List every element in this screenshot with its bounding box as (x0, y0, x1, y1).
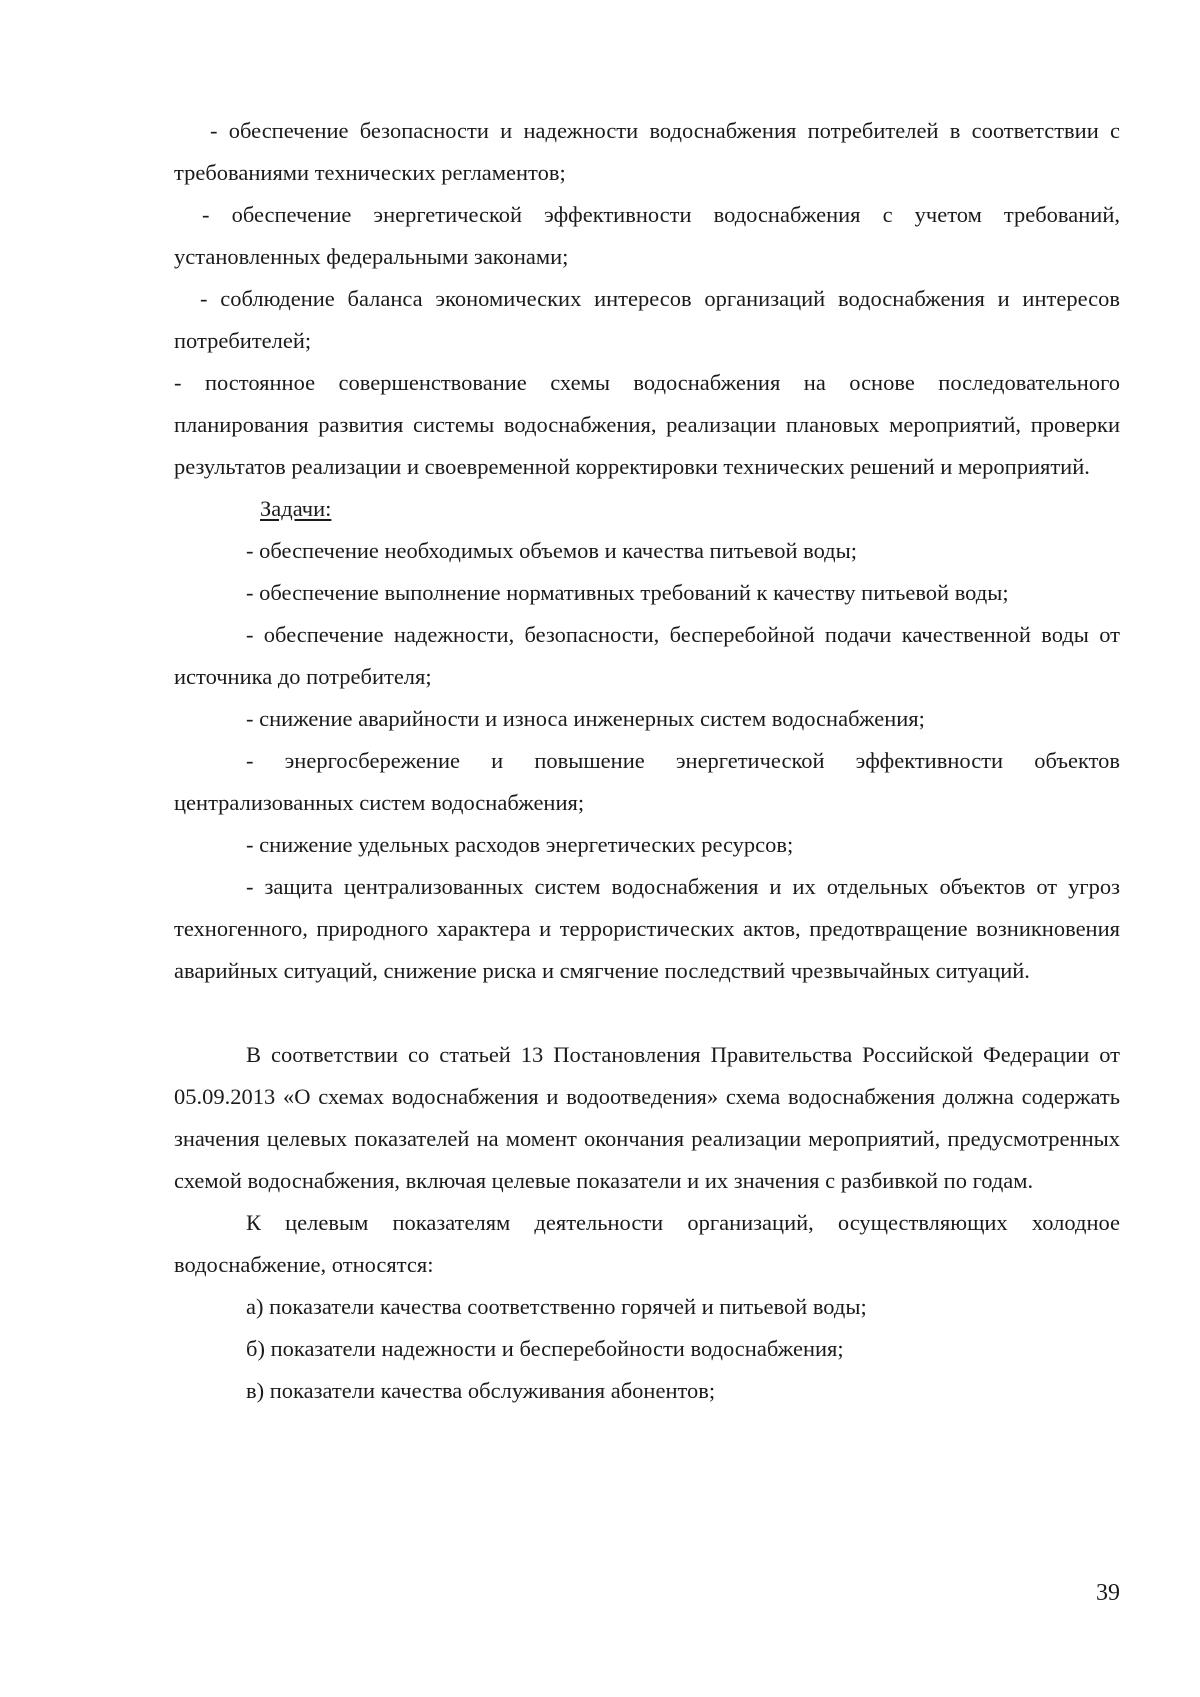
tasks-heading: Задачи: (260, 496, 332, 521)
task-item: - снижение удельных расходов энергетических ресурсов; (246, 832, 794, 857)
law-paragraph: В соответствии со статьей 13 Постановления Правительства Российской Федерации от 05.09.2013 «О схемах водоснабжения и водоотведения» схема водоснабжения должна содержать значения целевых показателей на момент окончания реализации мероприятий, предусмотренных схемой водоснабжения, включая целевые показатели и их значения с разбивкой по годам. (174, 1042, 1120, 1193)
goal-item: - обеспечение безопасности и надежности водоснабжения потребителей в соответствии с требованиями технических регламентов; (174, 118, 1120, 185)
page-number: 39 (1096, 1580, 1120, 1606)
goal-item: - постоянное совершенствование схемы водоснабжения на основе последовательного планирования развития системы водоснабжения, реализации плановых мероприятий, проверки результатов реализации и своевременной корректировки технических решений и мероприятий. (174, 370, 1120, 479)
task-item: - обеспечение надежности, безопасности, бесперебойной подачи качественной воды от источника до потребителя; (174, 622, 1120, 689)
goal-item: - соблюдение баланса экономических интересов организаций водоснабжения и интересов потребителей; (174, 286, 1120, 353)
indicator-item: б) показатели надежности и бесперебойности водоснабжения; (246, 1336, 844, 1361)
task-item: - снижение аварийности и износа инженерных систем водоснабжения; (246, 706, 925, 731)
indicator-item: в) показатели качества обслуживания абонентов; (246, 1378, 716, 1403)
task-item: - энергосбережение и повышение энергетической эффективности объектов централизованных систем водоснабжения; (174, 748, 1120, 815)
paragraph-gap (174, 992, 1120, 1034)
goal-item: - обеспечение энергетической эффективности водоснабжения с учетом требований, установленных федеральными законами; (174, 202, 1120, 269)
task-item: - обеспечение выполнение нормативных требований к качеству питьевой воды; (246, 580, 1009, 605)
task-item: - обеспечение необходимых объемов и качества питьевой воды; (246, 538, 857, 563)
indicator-item: а) показатели качества соответственно горячей и питьевой воды; (246, 1294, 867, 1319)
indicators-intro: К целевым показателям деятельности организаций, осуществляющих холодное водоснабжение, относятся: (174, 1210, 1120, 1277)
task-item: - защита централизованных систем водоснабжения и их отдельных объектов от угроз техногенного, природного характера и террористических актов, предотвращение возникновения аварийных ситуаций, снижение риска и смягчение последствий чрезвычайных ситуаций. (174, 874, 1120, 983)
document-page (174, 110, 1120, 1412)
